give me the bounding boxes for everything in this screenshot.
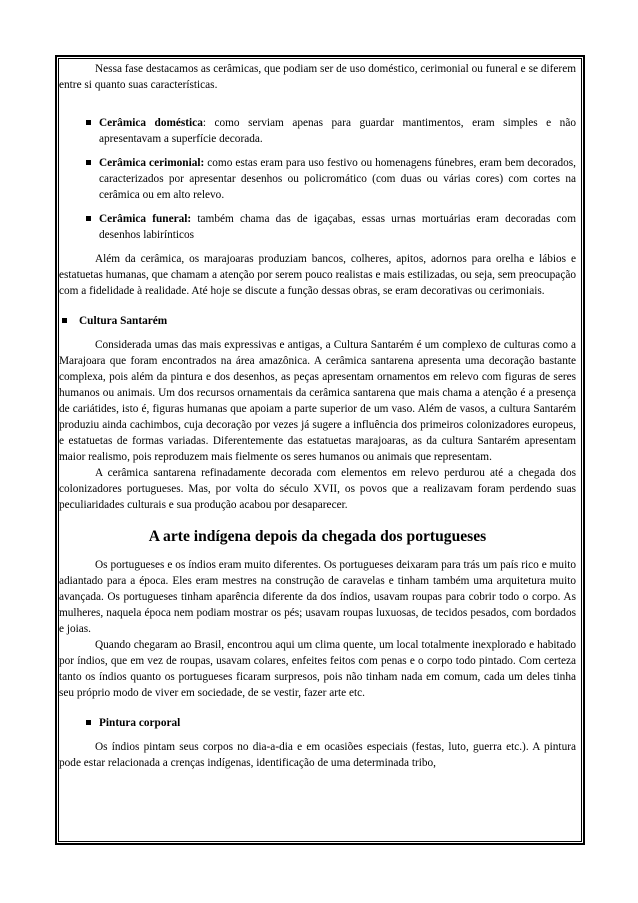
list-item-ceramica-domestica: Cerâmica doméstica: como serviam apenas para guardar mantimentos, eram simples e não apresentavam a superfície decorada. — [59, 115, 576, 147]
list-item-text: também chama das de igaçabas, essas urnas mortuárias eram decoradas com desenhos labirínticos — [99, 213, 576, 241]
ceramics-list — [59, 115, 576, 243]
pintura-list — [59, 715, 576, 731]
bullet-icon — [62, 318, 67, 323]
bullet-icon — [86, 720, 91, 725]
bullet-icon — [86, 216, 91, 221]
bullet-icon — [86, 160, 91, 165]
santarem-heading — [59, 313, 576, 329]
intro-paragraph: Nessa fase destacamos as cerâmicas, que podiam ser de uso doméstico, cerimonial ou funeral e se diferem entre si quanto suas características. — [59, 63, 576, 91]
santarem-title: Cultura Santarém — [79, 315, 168, 327]
pintura-title: Pintura corporal — [99, 717, 181, 729]
portugueses-paragraph-1: Os portugueses e os índios eram muito diferentes. Os portugueses deixaram para trás um país rico e muito adiantado para a época. Eles eram mestres na construção de caravelas e tinham também uma arquitetura muito avançada. Os portugueses tinham aparência diferente da dos índios, usavam roupas para cobrir todo o corpo. As mulheres, naquela época nem podiam mostrar os pés; usavam roupas luxuosas, de tecidos pesados, com bordados e joias. — [59, 559, 576, 635]
list-item-pintura-corporal — [59, 715, 576, 731]
section-heading: A arte indígena depois da chegada dos portugueses — [148, 528, 487, 545]
list-item-ceramica-funeral — [59, 211, 576, 243]
santarem-paragraph-1: Considerada umas das mais expressivas e antigas, a Cultura Santarém é um complexo de culturas como a Marajoara que foram encontrados na área amazônica. A cerâmica santarena apresenta uma decoração bastante complexa, pois além da pintura e dos desenhos, as peças apresentam ornamentos em relevo com figuras de seres humanos ou animais. Um dos recursos ornamentais da cerâmica santarena que mais chama a atenção é a presença de cariátides, isto é, figuras humanas que apoiam a parte superior de um vaso. Além de vasos, a cultura Santarém produziu ainda cachimbos, cuja decoração por vezes já sugere a influência dos primeiros colonizadores europeus, e estatuetas de formas variadas. Diferentemente das estatuetas marajoaras, as da cultura Santarém apresentam maior realismo, pois reproduzem mais fielmente os seres humanos ou animais que representam. — [59, 339, 576, 463]
list-item-text: como estas eram para uso festivo ou homenagens fúnebres, eram bem decorados, caracterizados por apresentar desenhos ou policromático (com duas ou várias cores) com cortes na cerâmica ou em alto relevo. — [99, 157, 576, 201]
santarem-paragraph-2: A cerâmica santarena refinadamente decorada com elementos em relevo perdurou até a chegada dos colonizadores portugueses. Mas, por volta do século XVII, os povos que a realizavam foram perdendo suas peculiaridades culturais e sua produção acabou por desaparecer. — [59, 467, 576, 511]
list-item-title: Cerâmica funeral: — [99, 213, 192, 225]
list-item-title: Cerâmica doméstica — [99, 117, 203, 129]
list-item-ceramica-cerimonial — [59, 155, 576, 203]
list-item-title: Cerâmica cerimonial: — [99, 157, 205, 169]
document-body — [59, 61, 576, 771]
list-item-text: como serviam apenas para guardar mantimentos, eram simples e não apresentavam a superfície decorada. — [99, 117, 576, 145]
portugueses-paragraph-2: Quando chegaram ao Brasil, encontrou aqui um clima quente, um local totalmente inexplorado e habitado por índios, que em vez de roupas, usavam colares, enfeites feitos com penas e o corpo todo pintado. Com certeza tanto os índios quanto os portugueses ficaram surpresos, pois não tinham nada em comum, cada um deles tinha seu próprio modo de viver em sociedade, de se vestir, fazer arte etc. — [59, 639, 576, 699]
bullet-icon — [86, 120, 91, 125]
pintura-paragraph: Os índios pintam seus corpos no dia-a-dia e em ocasiões especiais (festas, luto, guerra etc.). A pintura pode estar relacionada a crenças indígenas, identificação de uma determinada tribo, — [59, 741, 576, 769]
marajoara-paragraph: Além da cerâmica, os marajoaras produziam bancos, colheres, apitos, adornos para orelha e lábios e estatuetas humanas, que chamam a atenção por serem pouco realistas e mais estilizadas, ou seja, sem preocupação com a fidelidade à realidade. Até hoje se discute a função dessas obras, se eram decorativas ou cerimoniais. — [59, 253, 576, 297]
